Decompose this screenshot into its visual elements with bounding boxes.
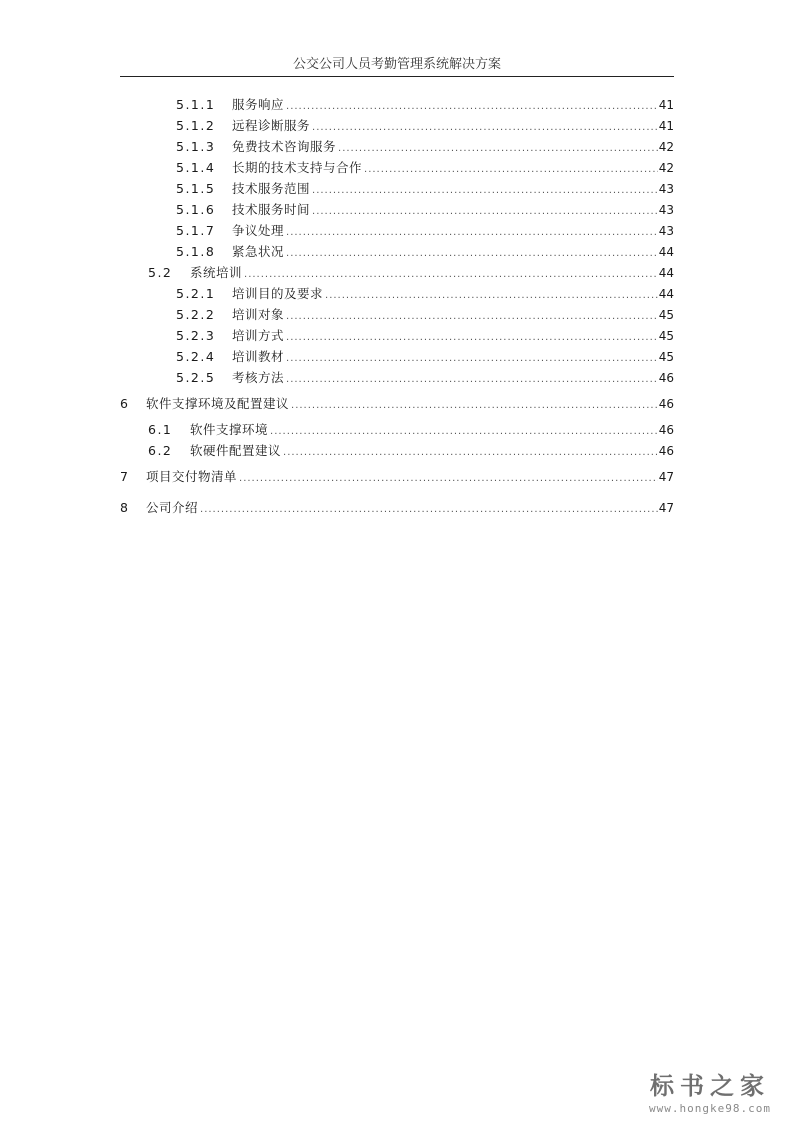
toc-entry[interactable] (148, 264, 674, 284)
toc-entry-number: 5.1.6 (176, 202, 216, 217)
toc-entry[interactable] (176, 243, 674, 263)
toc-entry-number: 5.1.7 (176, 223, 216, 238)
toc-entry-page-number: 44 (658, 245, 674, 259)
toc-entry[interactable] (176, 159, 674, 179)
toc-entry-number: 5.2.5 (176, 370, 216, 385)
toc-entry-number: 5.1.1 (176, 97, 216, 112)
toc-entry-number: 6.2 (148, 443, 173, 458)
toc-entry[interactable] (176, 201, 674, 221)
toc-dot-leader (244, 266, 658, 284)
toc-entry-title: 争议处理 (232, 223, 285, 238)
watermark-logo: 标书之家 (650, 1071, 770, 1100)
toc-entry-number: 8 (120, 500, 130, 515)
toc-dot-leader (286, 350, 658, 368)
toc-entry-page-number: 45 (658, 308, 674, 322)
toc-entry[interactable] (176, 138, 674, 158)
toc-entry-title: 软件支撑环境 (190, 422, 269, 437)
toc-entry[interactable] (176, 180, 674, 200)
toc-entry-title: 免费技术咨询服务 (232, 139, 337, 154)
toc-entry-page-number: 43 (658, 203, 674, 217)
toc-entry-number: 5.2.4 (176, 349, 216, 364)
toc-entry[interactable] (148, 442, 674, 462)
header-divider (120, 76, 674, 77)
toc-entry-page-number: 46 (658, 397, 674, 411)
toc-entry-number: 6 (120, 396, 130, 411)
toc-entry-page-number: 44 (658, 266, 674, 280)
toc-entry-number: 5.2 (148, 265, 173, 280)
toc-dot-leader (338, 140, 658, 158)
toc-dot-leader (286, 224, 658, 242)
toc-entry[interactable] (176, 369, 674, 389)
toc-dot-leader (286, 245, 658, 263)
toc-dot-leader (325, 287, 658, 305)
toc-entry-page-number: 42 (658, 140, 674, 154)
toc-entry[interactable] (176, 117, 674, 137)
toc-entry-number: 5.1.4 (176, 160, 216, 175)
toc-entry-page-number: 42 (658, 161, 674, 175)
toc-entry-number: 5.1.5 (176, 181, 216, 196)
toc-entry-number: 6.1 (148, 422, 173, 437)
toc-entry-page-number: 45 (658, 329, 674, 343)
toc-dot-leader (283, 444, 658, 462)
toc-entry-title: 技术服务范围 (232, 181, 311, 196)
toc-entry-title: 培训方式 (232, 328, 285, 343)
toc-entry-page-number: 45 (658, 350, 674, 364)
toc-entry-page-number: 46 (658, 444, 674, 458)
toc-entry[interactable] (148, 421, 674, 441)
toc-entry[interactable] (176, 327, 674, 347)
toc-entry-title: 长期的技术支持与合作 (232, 160, 363, 175)
toc-entry[interactable] (176, 285, 674, 305)
toc-entry-page-number: 44 (658, 287, 674, 301)
toc-entry-number: 5.2.1 (176, 286, 216, 301)
toc-entry-page-number: 43 (658, 182, 674, 196)
toc-entry-number: 5.1.2 (176, 118, 216, 133)
toc-dot-leader (200, 501, 658, 519)
toc-entry[interactable] (176, 306, 674, 326)
toc-entry-page-number: 41 (658, 119, 674, 133)
page-header-title: 公交公司人员考勤管理系统解决方案 (292, 57, 501, 72)
toc-entry-title: 系统培训 (190, 265, 243, 280)
toc-entry-number: 7 (120, 469, 130, 484)
toc-entry-page-number: 41 (658, 98, 674, 112)
toc-entry-title: 软硬件配置建议 (190, 443, 282, 458)
toc-entry-number: 5.2.2 (176, 307, 216, 322)
toc-entry[interactable] (176, 96, 674, 116)
toc-entry-page-number: 46 (658, 423, 674, 437)
toc-entry[interactable] (176, 348, 674, 368)
toc-dot-leader (312, 119, 658, 137)
toc-entry[interactable] (120, 468, 674, 488)
toc-entry-title: 培训对象 (232, 307, 285, 322)
watermark-url: www.hongke98.com (649, 1102, 771, 1115)
toc-entry-title: 公司介绍 (146, 500, 199, 515)
toc-entry-title: 项目交付物清单 (146, 469, 238, 484)
toc-entry[interactable] (176, 222, 674, 242)
toc-dot-leader (286, 329, 658, 347)
toc-entry-page-number: 47 (658, 501, 674, 515)
toc-entry-number: 5.1.3 (176, 139, 216, 154)
toc-entry-title: 紧急状况 (232, 244, 285, 259)
toc-dot-leader (312, 203, 658, 221)
toc-dot-leader (364, 161, 658, 179)
toc-dot-leader (286, 308, 658, 326)
toc-entry-title: 技术服务时间 (232, 202, 311, 217)
toc-entry-title: 培训教材 (232, 349, 285, 364)
toc-dot-leader (286, 98, 658, 116)
toc-dot-leader (270, 423, 658, 441)
toc-dot-leader (239, 470, 658, 488)
watermark (635, 1070, 785, 1116)
toc-entry-page-number: 47 (658, 470, 674, 484)
toc-dot-leader (312, 182, 658, 200)
toc-entry-title: 服务响应 (232, 97, 285, 112)
toc-entry-number: 5.1.8 (176, 244, 216, 259)
toc-entry-title: 远程诊断服务 (232, 118, 311, 133)
toc-dot-leader (291, 397, 658, 415)
toc-entry[interactable] (120, 499, 674, 519)
toc-entry-number: 5.2.3 (176, 328, 216, 343)
toc-entry-title: 软件支撑环境及配置建议 (146, 396, 290, 411)
toc-dot-leader (286, 371, 658, 389)
toc-entry-page-number: 43 (658, 224, 674, 238)
toc-entry-page-number: 46 (658, 371, 674, 385)
toc-entry-title: 考核方法 (232, 370, 285, 385)
toc-entry-title: 培训目的及要求 (232, 286, 324, 301)
toc-entry[interactable] (120, 395, 674, 415)
